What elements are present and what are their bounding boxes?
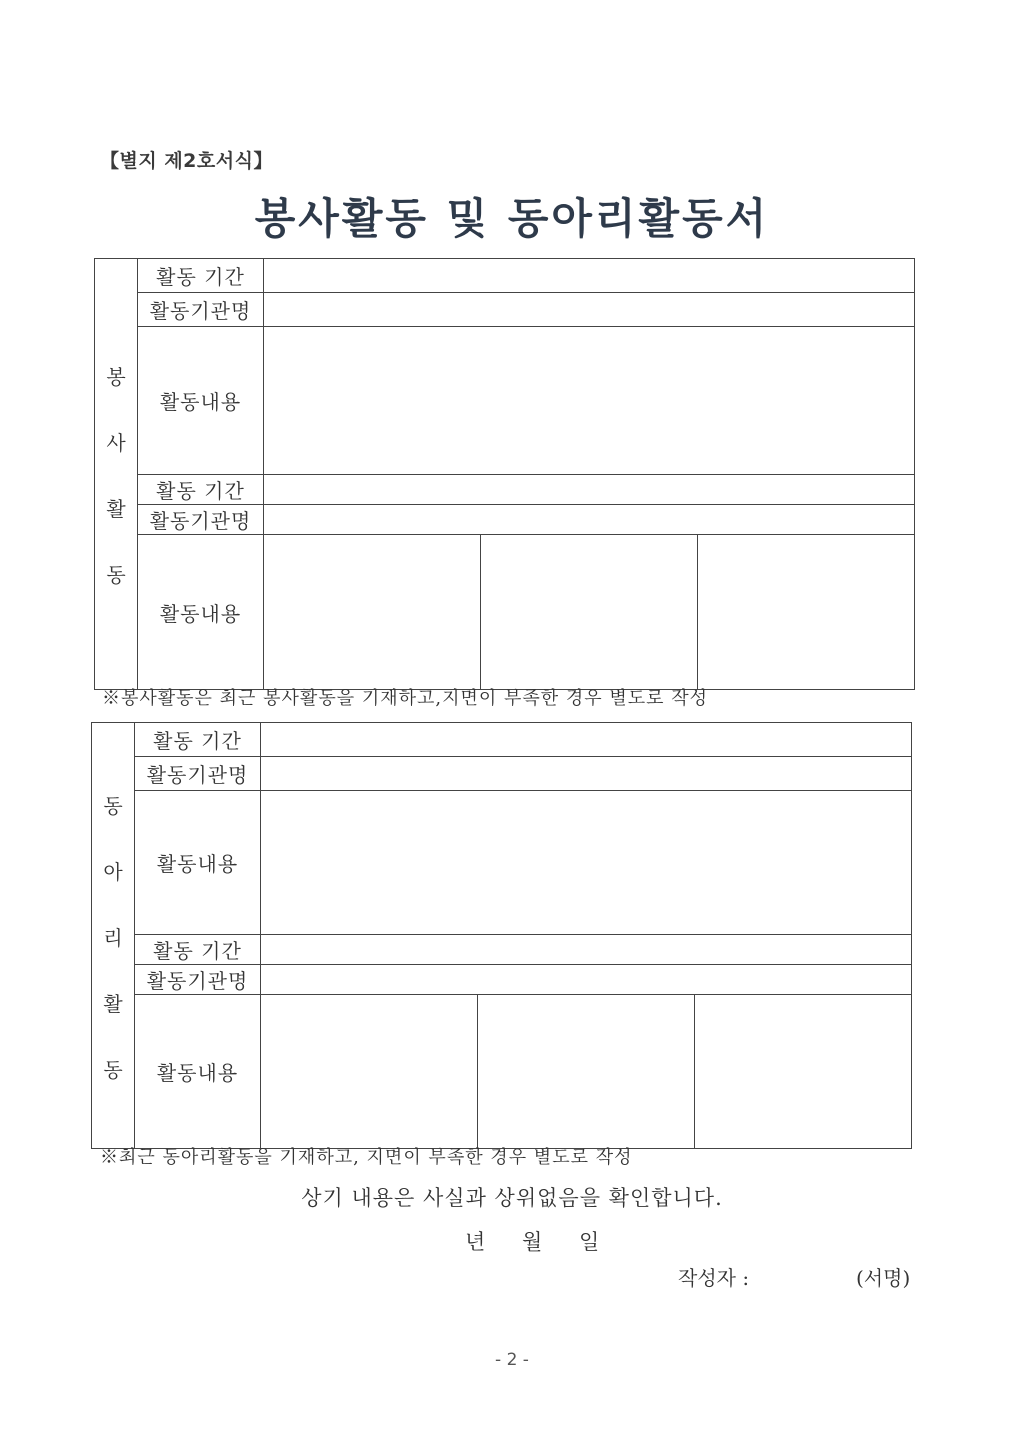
- club-note: ※최근 동아리활동을 기재하고, 지면이 부족한 경우 별도로 작성: [100, 1147, 633, 1168]
- club-org-field-2[interactable]: [261, 965, 912, 995]
- club-content-label-2: 활동내용: [135, 995, 261, 1149]
- date-year-label: 년: [465, 1230, 486, 1254]
- club-content-label-1: 활동내용: [135, 791, 261, 935]
- volunteer-org-field-2[interactable]: [264, 505, 915, 535]
- volunteer-note: ※봉사활동은 최근 봉사활동을 기재하고,지면이 부족한 경우 별도로 작성: [102, 688, 709, 709]
- club-period-field-1[interactable]: [261, 723, 912, 757]
- volunteer-period-label-2: 활동 기간: [138, 475, 264, 505]
- volunteer-content-field-2b[interactable]: [481, 535, 698, 690]
- club-org-label-2: 활동기관명: [135, 965, 261, 995]
- date-line: [465, 1226, 629, 1256]
- club-content-field-2c[interactable]: [695, 995, 912, 1149]
- date-day-label: 일: [578, 1230, 600, 1254]
- club-period-field-2[interactable]: [261, 935, 912, 965]
- volunteer-side-label: 봉 사 활 동: [95, 259, 138, 690]
- signature-label: (서명): [856, 1266, 911, 1290]
- volunteer-org-field-1[interactable]: [264, 293, 915, 327]
- club-org-label-1: 활동기관명: [135, 757, 261, 791]
- club-side-label: 동 아 리 활 동: [92, 723, 135, 1149]
- volunteer-period-field-1[interactable]: [264, 259, 915, 293]
- club-content-field-2b[interactable]: [478, 995, 695, 1149]
- volunteer-org-label-1: 활동기관명: [138, 293, 264, 327]
- club-period-label-1: 활동 기간: [135, 723, 261, 757]
- document-title: 봉사활동 및 동아리활동서: [254, 194, 770, 243]
- volunteer-content-label-1: 활동내용: [138, 327, 264, 475]
- volunteer-content-field-1[interactable]: [264, 327, 915, 475]
- volunteer-period-label-1: 활동 기간: [138, 259, 264, 293]
- form-number-label: 【별지 제2호서식】: [100, 150, 273, 172]
- club-period-label-2: 활동 기간: [135, 935, 261, 965]
- club-activity-table: [91, 722, 912, 1149]
- club-content-field-2a[interactable]: [261, 995, 478, 1149]
- volunteer-content-field-2c[interactable]: [698, 535, 915, 690]
- writer-label: 작성자 :: [678, 1266, 750, 1290]
- date-month-label: 월: [521, 1230, 543, 1254]
- page-number: - 2 -: [495, 1350, 529, 1370]
- confirmation-statement: 상기 내용은 사실과 상위없음을 확인합니다.: [301, 1186, 723, 1210]
- volunteer-content-field-2a[interactable]: [264, 535, 481, 690]
- volunteer-org-label-2: 활동기관명: [138, 505, 264, 535]
- club-content-field-1[interactable]: [261, 791, 912, 935]
- volunteer-period-field-2[interactable]: [264, 475, 915, 505]
- club-org-field-1[interactable]: [261, 757, 912, 791]
- volunteer-activity-table: [94, 258, 915, 690]
- volunteer-content-label-2: 활동내용: [138, 535, 264, 690]
